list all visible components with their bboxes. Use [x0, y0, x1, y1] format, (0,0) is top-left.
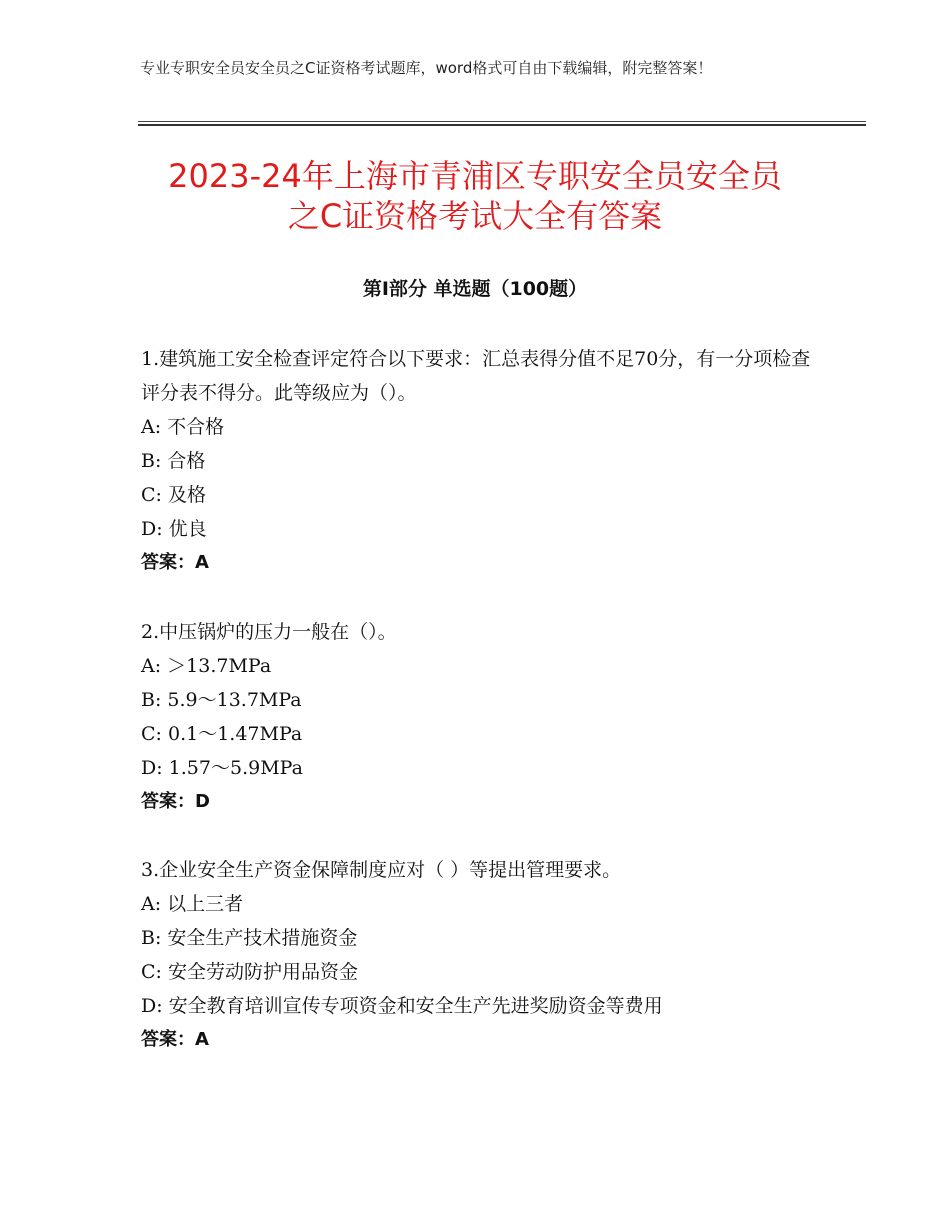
header-rule-thick: [138, 124, 866, 126]
question-3: [141, 853, 821, 1057]
option-d: D: 安全教育培训宣传专项资金和安全生产先进奖励资金等费用: [141, 995, 663, 1017]
option-c: C: 0.1～1.47MPa: [141, 723, 303, 745]
question-stem: 1.建筑施工安全检查评定符合以下要求：汇总表得分值不足70分，有一分项检查评分表不得分。此等级应为（）。: [141, 348, 811, 404]
question-1: [141, 342, 821, 580]
document-title-line-2: 之C证资格考试大全有答案: [287, 197, 663, 235]
option-c: C: 安全劳动防护用品资金: [141, 961, 358, 983]
section-title: 第Ⅰ部分 单选题（100题）: [362, 278, 588, 300]
option-b: B: 5.9～13.7MPa: [141, 689, 302, 711]
option-d: D: 1.57～5.9MPa: [141, 757, 303, 779]
option-a: A: 以上三者: [141, 893, 244, 915]
option-a: A: 不合格: [141, 416, 225, 438]
answer: 答案：A: [141, 1029, 209, 1050]
question-2: [141, 615, 821, 819]
question-stem: 2.中压锅炉的压力一般在（）。: [141, 621, 397, 643]
header-rule-thin: [138, 121, 866, 122]
question-stem: 3.企业安全生产资金保障制度应对（ ）等提出管理要求。: [141, 859, 622, 881]
option-c: C: 及格: [141, 484, 206, 506]
answer: 答案：A: [141, 552, 209, 573]
option-d: D: 优良: [141, 518, 207, 540]
document-title: [100, 156, 850, 236]
option-b: B: 合格: [141, 450, 206, 472]
header-note: 专业专职安全员安全员之C证资格考试题库，word格式可自由下载编辑，附完整答案！: [140, 59, 713, 77]
option-a: A: ＞13.7MPa: [141, 655, 272, 677]
option-b: B: 安全生产技术措施资金: [141, 927, 358, 949]
document-title-line-1: 2023-24年上海市青浦区专职安全员安全员: [168, 157, 782, 195]
answer: 答案：D: [141, 791, 210, 812]
